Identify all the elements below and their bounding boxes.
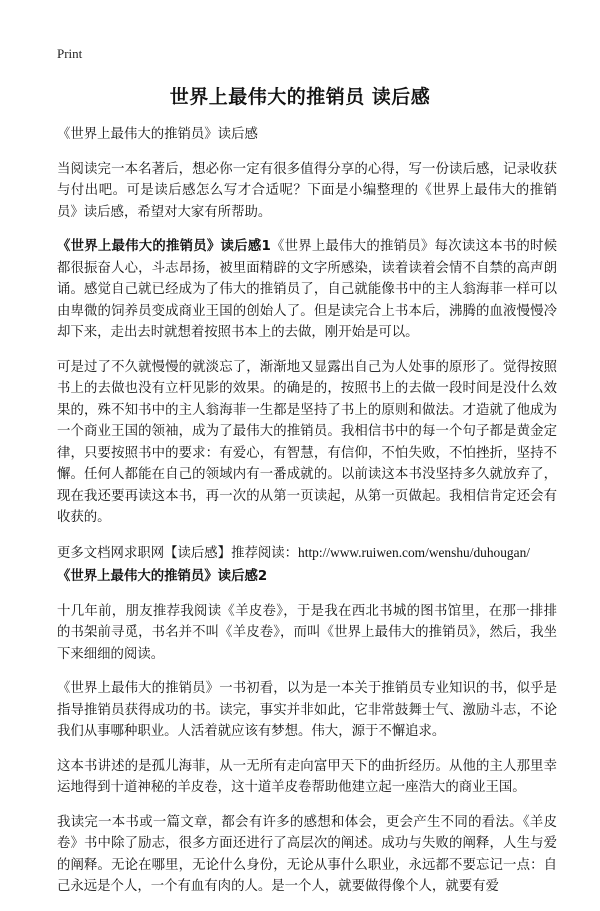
section2-paragraph-4: 我读完一本书或一篇文章，都会有许多的感想和体会，更会产生不同的看法。《羊皮卷》书中除了励志，很多方面还进行了高层次的阐述。成功与失败的阐释，人生与爱的阐释。无论在哪里，无论什么身份，无论从事什么职业，永远都不要忘记一点：自己永远是个人，一个有血有肉的人。是一个人，就要做得像个人，就要有爱	[57, 814, 557, 894]
section2-paragraph-1: 十几年前，朋友推荐我阅读《羊皮卷》，于是我在西北书城的图书馆里，在那一排排的书架前寻觅，书名并不叫《羊皮卷》，而叫《世界上最伟大的推销员》，然后，我坐下来细细的阅读。	[57, 603, 557, 662]
document-body	[57, 124, 557, 911]
recommend-label: 更多文档网求职网【读后感】推荐阅读：	[57, 545, 299, 561]
section2-paragraph-3: 这本书讲述的是孤儿海菲，从一无所有走向富甲天下的曲折经历。从他的主人那里幸运地得到十道神秘的羊皮卷，这十道羊皮卷帮助他建立起一座浩大的商业王国。	[57, 758, 557, 795]
print-label[interactable]: Print	[57, 46, 83, 61]
section1-paragraph-2: 可是过了不久就慢慢的就淡忘了，渐渐地又显露出自己为人处事的原形了。觉得按照书上的去做也没有立杆见影的效果。的确是的，按照书上的去做一段时间是没什么效果的，殊不知书中的主人翁海菲一生都是坚持了书上的原则和做法。才造就了他成为一个商业王国的领袖，成为了最伟大的推销员。我相信书中的每一个句子都是黄金定律，只要按照书中的要求：有爱心，有智慧，有信仰，不怕失败，不怕挫折，坚持不懈。任何人都能在自己的领域内有一番成就的。以前读这本书没坚持多久就放弃了，现在我还要再读这本书，再一次的从第一页读起，从第一页做起。我相信肯定还会有收获的。	[57, 359, 557, 525]
section1-paragraph-1	[57, 236, 557, 344]
section2-heading: 《世界上最伟大的推销员》读后感2	[57, 569, 268, 584]
recommend-link[interactable]: http://www.ruiwen.com/wenshu/duhougan/	[298, 544, 530, 560]
section1-heading: 《世界上最伟大的推销员》读后感1	[57, 239, 271, 254]
section2-heading-line	[57, 566, 557, 588]
section1-text: 《世界上最伟大的推销员》每次读这本书的时候都很振奋人心，斗志昂扬，被里面精辟的文字所感染，读着读着会情不自禁的高声朗诵。感觉自己就已经成为了伟大的推销员了，自己就能像书中的主人翁海菲一样可以由卑微的饲养员变成商业王国的创始人了。但是读完合上书本后，沸腾的血液慢慢冷却下来，走出去时就想着按照书本上的去做，刚开始是可以。	[57, 239, 557, 340]
recommend-line	[57, 542, 557, 565]
document-title: 世界上最伟大的推销员 读后感	[169, 86, 431, 108]
section2-paragraph-2: 《世界上最伟大的推销员》一书初看，以为是一本关于推销员专业知识的书，似乎是指导推销员获得成功的书。读完，事实并非如此，它非常鼓舞士气、激励斗志，不论我们从事哪种职业。人活着就应该有梦想。伟大，源于不懈追求。	[57, 681, 557, 739]
intro-paragraph: 当阅读完一本名著后，想必你一定有很多值得分享的心得，写一份读后感，记录收获与付出吧。可是读后感怎么写才合适呢？下面是小编整理的《世界上最伟大的推销员》读后感，希望对大家有所帮助。	[57, 161, 557, 220]
document-subtitle: 《世界上最伟大的推销员》读后感	[57, 127, 258, 142]
